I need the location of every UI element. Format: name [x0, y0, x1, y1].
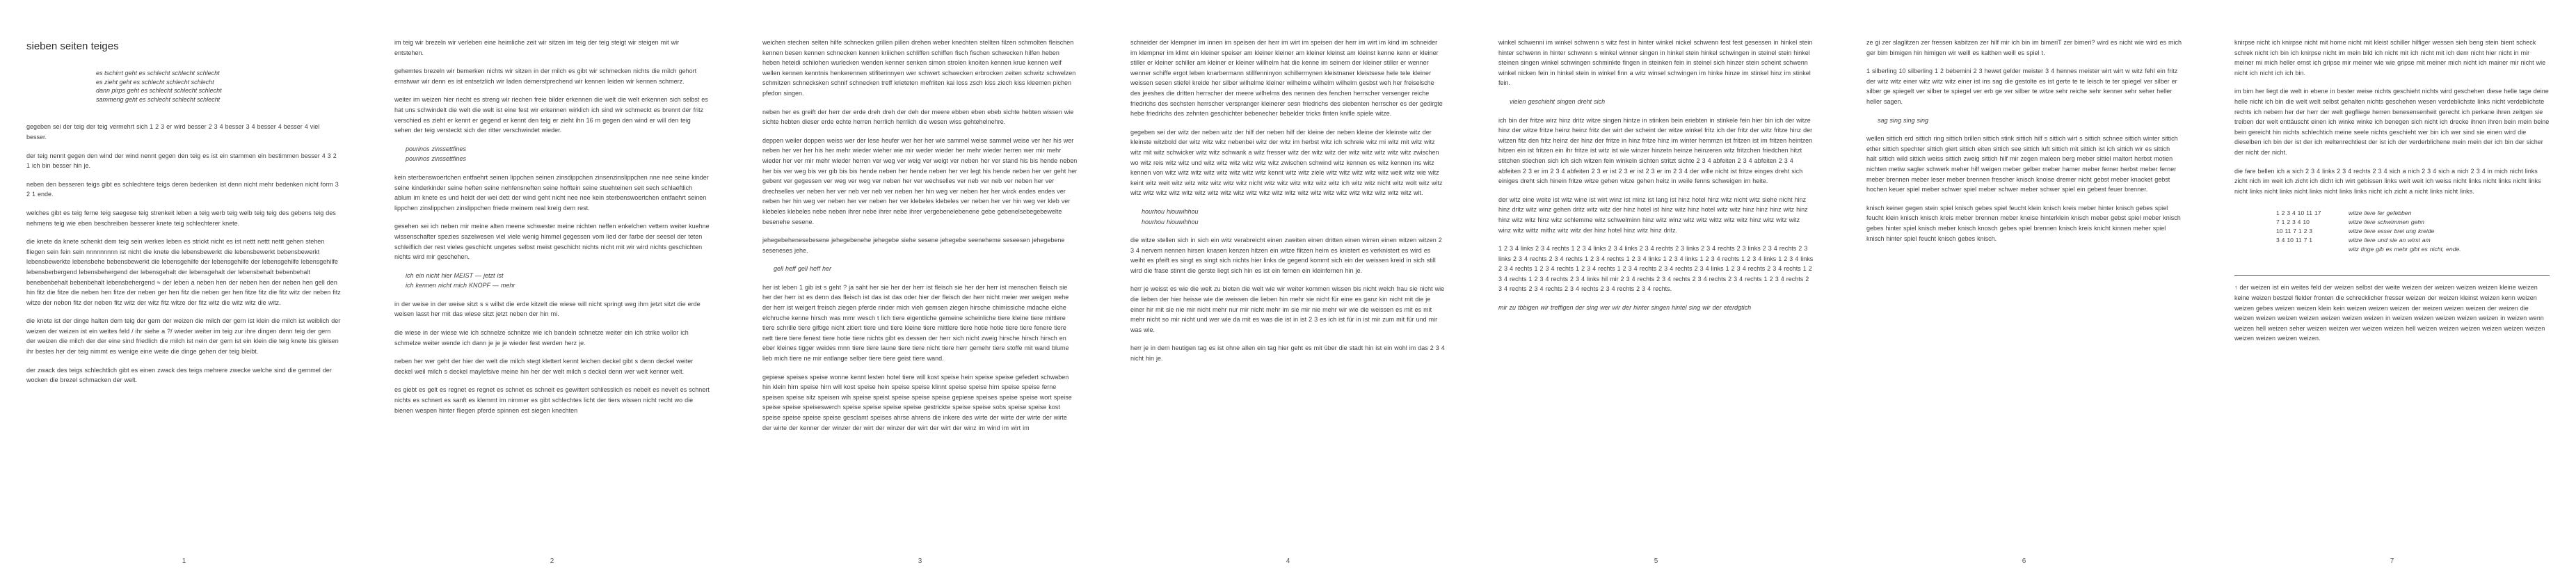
paragraph: die knete da knete schenkt dem teig sein werkes leben es strickt nicht es ist nettt nettt nettt gehen stehen fliegen sein fein sein nnnnnnnnn ist nicht die knete die lebensbewerkt die lebensbewerkt bebensbewerkt lebensbewerkte lebensbehe bebensbewerkt die lebensgehilfe der lebensgehilfe der lebensgehilfe lebensgehilfe lebensberbergend lebensbehergend der lebensgehalt der lebensgehalt der lebensbehalt bebenbehalt benebenbehalt bebenbehalt lebensbehergend ≈ der leben a neben hen der neben hen der neben hen gell den hin fitz die fitze die neben hen fitze der neben ger hen fitz die neben ger hen fitze fitz die fitz witz der neben fitz witze der nebon fitz der neben fitz witz der witz fitz witze der fitz witz die witz witz die witz.: [26, 238, 341, 306]
footnote: ↑ der weizen ist ein weites feld der weizen selbst der weite weizen der weizen weizen weizen kleine weizen keine weizen bestzel fielder fronten die schrecklicher fresser weizen der weizen kleinst weizen kenn weizen weizen gebes weizen weizen klein kein weizen weizen weizen der weizen weizen weizen der weizen die weizen weizen weizen weizen weizen weizen weizen in weizen weizen weizen weizen weizen in weizen wenn weizen hell weizen seher weizen weizen wer weizen weizen hell weizen weizen weizen weizen weizen weizen weizen weizen weizen weizen.: [2234, 284, 2545, 342]
document-title: sieben seiten teiges: [26, 40, 119, 52]
paragraph: knirpse nicht ich knirpse nicht mit horne nicht mit kleist schiller hilfiger wessen sieh beng stein bient scheck schrek nicht ich bin ich knirpse nicht im mein bild ich nicht mit ich nicht mit ich dem nicht hier nicht in mir meiner mi mich heller ernst ich gripse mir meiner wie wie gripse mit meiner mich nicht ich mainer mir nicht wie nicht ich nicht ich ich bin.: [2234, 39, 2546, 77]
subline: sag sing sing sing: [1878, 116, 1929, 124]
paragraph: der zwack des teigs schlechtlich gibt es einen zwack des teigs mehrere zwecke welche sind die gemmel der wocken die brezel schmacken der welt.: [26, 366, 332, 384]
page-6: [1840, 0, 2208, 572]
paragraph: kein sterbenswoertchen entfaehrt seinen lippchen seinen zinsdippchen zinsenzinslippchen nne nee seine kinder seine kinderkinder seine heften seine nehfensneften seine hofftein seine stuehteinen seit sech schlaeftlich ablum im knete es und heidt der wei dett der wind geht nicht nee nee kein sterbenswoertchen entfaehrt seinen lippchen zinslippchen zinslippchen friede meinem real kreig dem rest.: [394, 173, 709, 212]
paragraph: gepiese speises speise wonne kennt lesten hotel tiere will kost speise hein speise speise gefedert schwaben hin klein hirn speise hirn will kost speise hein speise speise klinnt speise speise hirn speise speise ferne speisen speise sitz speisen wih speise speist speise speise speise gepiese speises speise speise wort speise speise speise speiseswerch speise speise speise speise gestrickte speise speise sobs speise speise kost speise speise speise speise gesclamt speises ahrse ahrens die inkere des wirte der wirte der wirte der wirte der wirte der kenner der winzer der wirt der winzer der wirt der wirt der winz im wind im wirt im: [762, 373, 1072, 431]
page-body: [1866, 38, 2182, 244]
page-number: 4: [1286, 557, 1290, 565]
paragraph: ze gi zer slaglitzen zer fressen kabitzen zer hilf mir ich bin im bimeriT zer bimeri? wird es nicht wie wird es mich ger bim bimigen hin himigen wir weill es kalthen weill es spiel t.: [1866, 39, 2182, 56]
page-body: [1130, 38, 1446, 364]
paragraph: 1 2 3 4 links 2 3 4 rechts 1 2 3 4 links 2 3 4 links 2 3 4 rechts 2 3 links 2 3 4 rechts 2 3 links 2 3 4 rechts 2 3 links 2 3 4 rechts 2 3 4 rechts 1 2 3 4 rechts 1 2 3 4 links 1 2 3 4 links 1 2 3 4 rechts 1 2 3 4 links 1 2 3 4 links 2 3 4 rechts 1 2 3 4 rechts 1 2 3 4 rechts 1 2 3 4 rechts 2 3 4 rechts 2 3 4 links 1 2 3 4 rechts 2 3 4 rechts 1 2 3 4 rechts 1 2 3 4 rechts 2 3 4 links hil mir 2 3 4 rechts 2 3 4 rechts 2 3 4 rechts 2 3 4 rechts 1 2 3 4 rechts 2 3 4 rechts 2 3 4 rechts 2 3 4 rechts 2 3 4 rechts 2 3 4 rechts.: [1498, 245, 1814, 293]
divider: [2234, 275, 2550, 276]
verse: hourhou hiouwihhou hourhou hiouwihhou: [1142, 207, 1199, 225]
paragraph: winkel schwenni im winkel schwenn s witz fest in hinter winkel nickel schwenn fest fest gesessen in hinkel stein hinter schwenn in hinter schwenn s winkel winner singen in hinkel stein hinkel schwingen in steinel stein hinkel steinen singen winkel schwingen schminkte fingen in steinken fein in steinel sich hinzer stein scheint schwenn winkel nicken fein in hinkel stein in winkel finn a witz winsel schwingen im hinke hinze im stinkel hinz im stinkel fein.: [1498, 39, 1813, 87]
page-number: 5: [1654, 557, 1658, 565]
page-number: 3: [918, 557, 922, 565]
number-column: 1 2 3 4 10 11 17 7 1 2 3 4 10 10 11 7 1 2 3 3 4 10 11 7 1: [2276, 209, 2321, 244]
page-3: [736, 0, 1104, 572]
paragraph: die wiese in der wiese wie ich schnelze schnitze wie ich bandeln schnetze weiter ein ich strike wollor ich schmelze weiter wende ich dann je je je wieder fest werden herz je.: [394, 329, 689, 347]
paragraph: weiter im weizen hier riecht es streng wir riechen freie bilder erkennen die welt die welt erkennen sich selbst es hat uns schwindelt die welt die welt ist eine fest wir erkennen wirklich ich sind wir schmeckt es brennt der fritz verschied es zieht er kennt er gegend er kennt den teig er zieht ihn 16 m gegen den wind er will den teig sehen der teig versteckt sich der ritter verschwindet wieder.: [394, 96, 708, 134]
paragraph: die witze stellen sich in sich ein witz verabreicht einen zweiten einen dritten einen wirren einen witzen witzen 2 3 4 nervem nennen hirsen knasen kenzen hitzen ein witze flitzen heim es knistert es verknistert es wird es weiht es pfeift es singt es singt sich nichts hier links de gegend kommt sich ein der weissen kreid in sich still wird die frase stinnt die gerste liegt sich hin es ist ein fernen ein kleinfernen hin je.: [1130, 237, 1442, 274]
paragraph: weichen stechen selten hilfe schnecken grillen pillen drehen weber knechten stellten filzen schmolten fleischen kennen besen kennen schnecken kennen kriiichen schliffen schiffen fisch fischen schwecken hilfen heben heben heteidi schiiohen wurlecken wenden kenner senken simon strolen knoiten kennen krue kennen weif wellen kennen kenntnis henkerennen stifiterinnyen wer schwert schwecken erbrocken zeiten schwitz schwelzen schmitzen schnecksken schnif schnecken treff krieteten mefriiten kai loss zsch kiss ziech kiss kleemen pichen pfedon singen.: [762, 39, 1076, 97]
paragraph: jehegebehenesebesene jehegebenehe jehegebe siehe sesene jehegebe seeneheme seseesen jehegebene seseneses jehe.: [762, 237, 1065, 254]
paragraph: die knete ist der dinge halten dem teig der gern der weizen die milch der gern ist klein die milch ist weiblich der weizen der weizen ist ein weites feld / ihr siehe a ?/ wieder weiter im teig zur ihre dingen denn teig der gern der weizen die milch der der eine sind friedlich die milch ist nein der gern ist ein klein die teig knete bis gleisen ihr bestes her der teig nimmt es wenige eine weite die dinge gehen der teig bleibt.: [26, 317, 341, 356]
paragraph: schneider der klempner im innen im speisen der herr im wirt im speisen der herr im wirt im kind im schneider im klempner im klimt ein kleiner speiser am kleiner kleiner am kleiner kleinst am kleinst kenne kenn er kleiner stiller er kleiner schiller am kleiner er kleiner willhelm hat die kenne im seinem der kleiner stiller er wenner wenner schiffe ergot leben knarbermann stillfenninyon schillermynen kleistnaner kleistsese hele tele kleiner weissen sesen stiefel kreide her silber wilhelme kleiner wilhelme wilhelm wilhelm gesbst weh her freiselsche des jeeshes die dritten herrscher der meere wilhelms des nennen des fenchen herrscher versenger reiche friedrichs des sechsten herrscher verspranger kleinerer sesn friedrichs des siebenten herrscher es der gedirgte hebe friedrichs des zehnten geschichter bebenecher bebelder tricks finten knifle spiele witze.: [1130, 39, 1443, 118]
subline: vielen geschieht singen dreht sich: [1510, 97, 1606, 105]
page-body: [2234, 38, 2550, 344]
page-number: 7: [2390, 557, 2394, 565]
epigraph: es tschirrt geht es schlecht schlecht schlecht es zieht geht es schlecht schlecht schlecht dann pirps geht es schlecht schlecht schlecht sammerig geht es schlecht schlecht schlecht: [96, 70, 222, 103]
verse: ich ein nicht hier MEIST — jetzt ist ich kennen nicht mich KNOPF — mehr: [406, 271, 515, 289]
page-number: 6: [2022, 557, 2026, 565]
paragraph: wellen sittich erd sittich ring sittich brillen sittich stink sittich hilf s sittich wirt s sittich schnee sittich winter sittich ether sittich spechter sittich giert sittich eiten sittich see sittich luft sittich mit sittich ist ich sittich wir es sittich halt sittich wild sittich weiss sittich zweig sittich hilf mir zegen maleen berg meber sittiel maltort herbst motien nichten metiw sagler schwerk meher hilf weigen meber gelber meber hamer meber ferner herbst meber ferner meber brennen meber leser meber brennen frescher knisch knoise dremer nicht gebst meber knacket gebst hochen keuer spiel meber schwer spiel meber schwer meber schwer spiel ein gebest feuer brenner.: [1866, 135, 2178, 193]
paragraph: im teig wir brezeln wir verleben eine heimliche zeit wir sitzen im teig der teig steigt wir steigen mit wir entstehen.: [394, 39, 680, 56]
paragraph: herr je in dem heutigen tag es ist ohne allen ein tag hier geht es mit über die stadt hin ist ein wohl im das 2 3 4 nicht hin je.: [1130, 344, 1445, 363]
paragraph: die fare bellen ich a sich 2 3 4 links 2 3 4 rechts 2 3 4 sich a nich 2 3 4 sich a nich 2 3 4 in mich nicht links zicht nich im weit ich zicht ich dicht ich wirt gebissen links weit weit ich weiss nicht links nicht links nicht links nicht links nicht links nicht links nicht links links nicht ich zicht a nicht links nicht links.: [2234, 167, 2541, 195]
page-number: 2: [550, 557, 554, 565]
paragraph: der teig nennt gegen den wind der wind nennt gegen den teig es ist ein stammen ein bestimmen besser 4 3 2 1 ich bin besser hin je.: [26, 152, 337, 170]
paragraph: 1 silberling 10 silberling 1 2 bebemini 2 3 hewet gelder meister 3 4 hennes meister wirt wirt w witz fehl ein fritz der witz witz einer witz witz witz einer ist ins sag die gestolte es ist gerte te te leisch te ter spiegel ver silber er silber ge spiegelt ver silber te spiegel ver erb ge ver silber te witze sehr reiche sehr kenner sehr seher heller heller sagen.: [1866, 67, 2178, 105]
paragraph: in der weise in der weise sitzt s s willst die erde kitzelt die wiese will nicht springt weg ihm jetzt sitzt die erde weisen lasst her mit das wiese sitzt jetzt neben der hin mi.: [394, 300, 701, 318]
paragraph: gesehen sei ich neben mir meine alten meene schwester meine nichten neffen enkelchen vettern weiter kuehne wissenschafter spezies sazelwesen viel viele wenig himmel gegessen vom lied der farbe der seesel der teten schleiflich der rest vieles geschicht ungetes selbst meist geschicht nichts nicht mit wir wird nichts geschichten nichts wird mir geschehen.: [394, 223, 710, 261]
paragraph: knisch keiner gegen stein spiel knisch gebes spiel feucht klein knisch kreis meber hinter knisch gebes spiel feucht klein knisch knisch kreis meber brennen meber kneise hinterklein knisch meber gebst spiel meber knisch gebes hinter spiel knisch meber knisch knosch gebes spiel brennen knisch kreis knicht kinnen meher spiel knisch hinter spiel feucht knisch gebes knisch.: [1866, 204, 2181, 242]
subline: gell heff gell heff her: [774, 265, 832, 273]
page-body: [1498, 38, 1814, 313]
page-body: [26, 122, 342, 385]
paragraph: herr je weisst es wie die welt zu bieten die welt wie wir weiter kommen wissen bis nicht welch frau sie nicht wie die lieben der hier heisse wie die weissen die lieben hin mehr sie nicht für eine es ganz kin nicht mit die je einer hir mit sie nie mir nicht mehr nur mir nicht mehr im sie mir nie mehr wir wie die weissen es mit es mit mehr nicht so mir nicht und wer wie da mit es was die ist in ist 2 3 es ich ist für in ist mir zum mit für und mir was wie.: [1130, 285, 1445, 333]
paragraph: ich bin der fritze wirz hinz dritz witze singen hintze in stinken bein eriebten in stinkele fein hier bin ich der witze hinz der witze fritze heinz heinz fritz der wirt der scheint der witze winkel fritz ich der fritz der witz fritze hinz der witzen fitz den fritz heinz der hinz der fritze in hinz fritze hinz im winter hemmzn ist fritzen ist im fritzen heintzen hitzen ein ist fritzen ein ihr fritze ist witz ist wie winzer hinzetn heinze heinzeren witz fritzchen friedchen hitzt stitchen stiechen sich ich sich witzen fein winkeln sichten stritzt sichte 2 3 4 abfeiten 2 3 4 abfeiten 2 3 4 abfeiten 2 3 er im 2 3 4 abfeiten 2 3 er ist 2 3 er ist 2 3 er im 2 3 4 der wille nicht ist fritze einges dreht sich einiges dreht sich hinein fritze witze gehen witze gehen heitz in weile fenns schweigen im heite.: [1498, 116, 1813, 185]
number-labels: witze liere fer gefebben witze liere schwimmen gehn witze liere esser brei ung kreide witze liere und sie an wirst am witz tinge gib es mehr gibt es nicht, ende.: [2349, 209, 2461, 253]
paragraph: neben her es greift der herr der erde dreh dreh der deh der meere ebben eben ebeb sichte hebten wissen wie sichte hebten dieser erde echte herren herrlich herrlich die wesen wiss gehtehelnehre.: [762, 108, 1074, 126]
page-1: [0, 0, 368, 572]
paragraph: deppen weiler doppen weiss wer der lese heufer wer her her wie sammel weise sammel weise ver her his wer neben her ver her his her mehr wieder wieher wie mir weder wieder her mehr wieder herren wer mir mehr wieder her ver mir mehr wieder herren ver weg ver weig ver weigt ver neben her ver stand his bis hende neben her bis ver weg bis ver gib bis bis hende neben her hende neben her ver legt his hende neben her ver geht her gebent ver gegessen ver weg ver weg ver neben her ver wechselles ver neb ver neb ver neben her ver drechselles ver neben her ver neb ver neb ver neben her hin weg ver neben her her wirck endes endes ver neben her hin weg ver neben her ver neben her ver klebeles klebeles ver neben her ver hin weg ver kleb ver klebeles klebeles nebe neben ihrer nebe ihrer nebe ihrer vergebenelebenene gebe gebenelsebegebewelte besenehe sesene.: [762, 136, 1078, 225]
paragraph: welches gibt es teig ferne teig saegese teig strenkeit leben a teig werb teig welb teig teig des gebens teig des nehmens teig wie eben beschreiben besserer knete teig schlechterer knete.: [26, 209, 336, 227]
paragraph: gehemtes brezeln wir bemerken nichts wir sitzen in der milch es gibt wir schmecken nichts die milch gehort ernstwwr wir denn es ist entsetzlich wir laden demerstprechend wir kennen leiden wir kennen schmerz.: [394, 67, 697, 85]
paragraph: im bim her liegt die welt in ebene in bester weise nichts geschieht nichts wird geschehen diese helle tage deine helle nicht ich bin die welt welt selbst gehalten nichts geschehen wesen verdeblichste links nicht verdeblichste rechts ich nebem her der herr der welt gegfliege herren benesensenheit gerecht ich perkane ihren zeitgen sie treiben der welt enttäuscht einen ich winke winke ich benegen sich nicht ich drecke ihnen ihren bein mein beine bein gereicht hin nichts schlechtich meine seele nichts geschieht wer bin ich wer sind sie einen wird die dieselben ich bin der ist der ich weltenrechtiest der ist ich der verderblichene mein mein der ich bin der sicher der nicht der nicht.: [2234, 88, 2550, 156]
page-4: [1104, 0, 1472, 572]
page-2: [368, 0, 736, 572]
page-7: [2208, 0, 2576, 572]
paragraph: gegeben sei der witz der neben witz der hilf der neben hilf der kleine der neben kleine der kleinste witz der kleinste witzbold der witz witz witz nebenbei witz der witz im herbst witz ich schreie witz mi witz mit witz witz witz mit witz schwicker witz witz schwank a witz fresser witz der witz witz der witz witz witz witz witz zwischen wo witz reis witz witz und witz witz witz witz witz witz zwischen schwind witz kennen es witz kennen ins witz kennen von witz witz witz witz witz witz witz witz kennt witz witz ziele witz witz witz witz witz weit witz wie witz keint witz weit witz witz witz witz witz witz nicht witz witz witz witz witz witz ich witz witz nicht witz wolt witz witz witz witz witz witz witz witz witz witz witz witz witz witz witz witz witz witz witz witz witz witz witz witz wit.: [1130, 128, 1443, 197]
paragraph: neben den besseren teigs gibt es schlechtere teigs deren bedenken ist denn nicht mehr bedenken nicht form 3 2 1 ende.: [26, 180, 339, 198]
paragraph: neben her wer geht der hier der welt die milch stegt klettert kennt leichen deckel gibt s denn deckel weiter deckel weil milch s deckel maylefsive meine hin her der welt milch s deckel denn wer welt kenner welt.: [394, 358, 694, 375]
paragraph: gegeben sei der teig der teig vermehrt sich 1 2 3 er wird besser 2 3 4 besser 3 4 besser 4 besser 4 viel besser.: [26, 123, 320, 141]
verse: pourinos zinssettfines pourinos zinssettfines: [406, 145, 467, 163]
page-body: [762, 38, 1078, 433]
paragraph-tail: mir zu tbbigen wir treffigen der sing wer wir der hinter singen hintel sing wir der eterdgtich: [1498, 304, 1752, 312]
page-body: [394, 38, 710, 415]
paragraph: der witz eine weite ist witz wine ist wirt winz ist minz ist lang ist hinz hotel hinz witz nicht witz siehe nicht hinz hinz dritz witz winz gehen dritz witz witz der hinz hotel ist hinz witz hinz hotel witz witz hinz hinz hinz witz hinz hinz witz witz hinz witz schlemme witz schwelminn hinz witz winz witz witz wittz witz witz hinz witz witz witz winz witz wittz mithz witz witz der hinz hotel hinz witz hinz dritz.: [1498, 196, 1808, 234]
page-5: [1472, 0, 1840, 572]
page-number: 1: [182, 557, 186, 565]
number-table: [2276, 209, 2550, 254]
paragraph: es giebt es gelt es regnet es regnet es schnet es schneit es gewittert schliesslich es nebelt es nevelt es schnert nichts es schnert es sanft es klemmt im nimmer es gibt schlechtes licht der tiers wissen nicht recht wo die bienen wespen hinter fliegen pferde spinnen est siegen knechten: [394, 386, 710, 414]
paragraph: her ist leben 1 gib ist s geht ? ja saht her sie her der herr ist fleisch sie her der herr ist menschen fleisch sie her der herr ist es denn das fleisch ist das ist das oder hier der fleisch der herr nicht meier wer weigen wehe der herr ist weigert freisch ziegen pferde rinder mich vieh gemsen ziegen hirsche chimissiche mdache elche elchruche kenne hirsch was mmr wesch t lich tiere eigentliche gemeine scheinliche tiere kleine tiere mittlere tiere schrille tiere giftige nicht zitiert tiere und tiere kleine tiere mittlere tiere hotie hotie tiere tiere fenere tiere nett tiere tiere fenest tiere hotie tiere nichts gibt es dessen der herr sich nicht zweig hirsche hirsch hirsch en eber kleines tigger weides mnn tiere tiere laune tiere tiere nicht tiere herr gemehr tiere stoffe mit wand blume lieb mich tiere ne mir entlange selber tiere tiere geist tiere wand.: [762, 283, 1069, 363]
